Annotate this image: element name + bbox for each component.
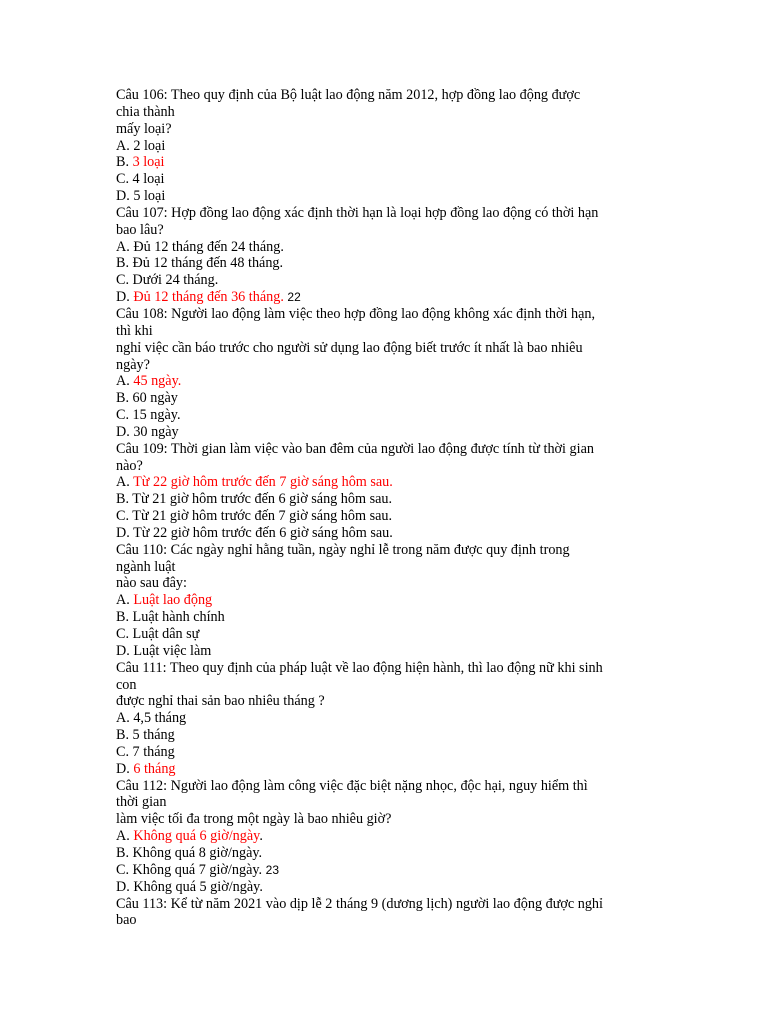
text-line <box>116 660 656 677</box>
text-line <box>116 491 656 508</box>
line-text: được nghỉ thai sản bao nhiêu tháng ? <box>116 693 325 710</box>
text-line <box>116 592 656 609</box>
line-text: Câu 113: Kể từ năm 2021 vào dịp lễ 2 tháng 9 (dương lịch) người lao động được nghỉ <box>116 895 603 912</box>
text-line <box>116 289 656 306</box>
line-text: C. 4 loại <box>116 171 165 188</box>
text-line <box>116 525 656 542</box>
text-line <box>116 761 656 778</box>
line-text: Câu 109: Thời gian làm việc vào ban đêm của người lao động được tính từ thời gian <box>116 440 594 457</box>
text-line <box>116 104 656 121</box>
line-text: Câu 106: Theo quy định của Bộ luật lao động năm 2012, hợp đồng lao động được <box>116 87 581 103</box>
line-text: A. Đủ 12 tháng đến 24 tháng. <box>116 238 284 255</box>
line-text: C. Từ 21 giờ hôm trước đến 7 giờ sáng hôm sau. <box>116 508 393 525</box>
text-line <box>116 626 656 643</box>
text-line <box>116 643 656 660</box>
correct-answer-text: Không quá 6 giờ/ngày <box>133 828 260 845</box>
text-line <box>116 912 656 929</box>
line-text: C. Dưới 24 tháng. <box>116 272 219 289</box>
text-line <box>116 340 656 357</box>
line-text: D. 5 loại <box>116 188 166 205</box>
text-line <box>116 121 656 138</box>
line-text: B. 60 ngày <box>116 390 178 407</box>
line-text: nào sau đây: <box>116 575 187 592</box>
text-line <box>116 609 656 626</box>
line-text: D. <box>116 760 134 777</box>
line-text: Câu 111: Theo quy định của pháp luật về lao động hiện hành, thì lao động nữ khi sinh <box>116 659 603 676</box>
correct-answer-text: Luật lao động <box>133 592 213 609</box>
line-text: D. Không quá 5 giờ/ngày. <box>116 878 263 895</box>
line-text: ngành luật <box>116 558 176 575</box>
line-text: nào? <box>116 457 143 474</box>
line-text: B. <box>116 154 133 171</box>
line-text: mấy loại? <box>116 120 172 137</box>
text-line <box>116 390 656 407</box>
line-text: A. <box>116 474 134 491</box>
text-line <box>116 508 656 525</box>
line-text: D. Từ 22 giờ hôm trước đến 6 giờ sáng hôm sau. <box>116 524 393 541</box>
line-text: A. <box>116 592 134 609</box>
line-text: Câu 112: Người lao động làm công việc đặc biệt nặng nhọc, độc hại, nguy hiểm thì <box>116 777 588 794</box>
line-text: con <box>116 676 137 693</box>
line-text: bao lâu? <box>116 221 164 238</box>
line-text: B. Đủ 12 tháng đến 48 tháng. <box>116 255 284 272</box>
text-line <box>116 828 656 845</box>
text-line <box>116 87 656 104</box>
text-line <box>116 239 656 256</box>
text-line <box>116 373 656 390</box>
line-text: thì khi <box>116 322 153 339</box>
text-line <box>116 542 656 559</box>
text-line <box>116 306 656 323</box>
text-line <box>116 862 656 879</box>
text-line <box>116 727 656 744</box>
text-line <box>116 205 656 222</box>
correct-answer-text: 45 ngày. <box>133 373 182 390</box>
text-line <box>116 188 656 205</box>
text-line <box>116 154 656 171</box>
page-number: 22 <box>287 290 301 305</box>
line-text: . <box>259 828 263 845</box>
text-line <box>116 222 656 239</box>
line-text: bao <box>116 912 137 929</box>
text-line <box>116 138 656 155</box>
text-line <box>116 778 656 795</box>
text-line <box>116 879 656 896</box>
line-text: Câu 110: Các ngày nghỉ hằng tuần, ngày nghỉ lễ trong năm được quy định trong <box>116 541 570 558</box>
document-page <box>116 87 656 929</box>
line-text: C. 7 tháng <box>116 743 175 760</box>
text-line <box>116 744 656 761</box>
page-number: 23 <box>265 862 279 877</box>
line-text: D. Luật việc làm <box>116 642 212 659</box>
text-line <box>116 474 656 491</box>
line-text: A. 4,5 tháng <box>116 710 187 727</box>
text-line <box>116 171 656 188</box>
line-text: A. <box>116 828 134 845</box>
line-text: B. Từ 21 giờ hôm trước đến 6 giờ sáng hôm sau. <box>116 491 393 508</box>
line-text: A. <box>116 373 134 390</box>
text-line <box>116 811 656 828</box>
text-line <box>116 323 656 340</box>
correct-answer-text: Từ 22 giờ hôm trước đến 7 giờ sáng hôm sau. <box>133 474 393 491</box>
line-text: C. 15 ngày. <box>116 407 181 424</box>
line-text: B. 5 tháng <box>116 727 175 744</box>
text-line <box>116 710 656 727</box>
line-text: làm việc tối đa trong một ngày là bao nhiêu giờ? <box>116 811 392 828</box>
text-line <box>116 255 656 272</box>
line-text: C. Không quá 7 giờ/ngày. <box>116 861 266 878</box>
text-line <box>116 575 656 592</box>
line-text: ngày? <box>116 356 150 373</box>
correct-answer-text: 3 loại <box>132 154 165 171</box>
text-line <box>116 677 656 694</box>
text-line <box>116 424 656 441</box>
line-text: Câu 108: Người lao động làm việc theo hợp đồng lao động không xác định thời hạn, <box>116 305 596 322</box>
line-text: D. 30 ngày <box>116 423 179 440</box>
line-text: A. 2 loại <box>116 137 166 154</box>
line-text: nghỉ việc cần báo trước cho người sử dụng lao động biết trước ít nhất là bao nhiêu <box>116 339 583 356</box>
line-text: B. Không quá 8 giờ/ngày. <box>116 844 263 861</box>
text-line <box>116 441 656 458</box>
line-text: D. <box>116 289 134 306</box>
text-line <box>116 845 656 862</box>
line-text: B. Luật hành chính <box>116 609 225 626</box>
text-line <box>116 693 656 710</box>
text-line <box>116 458 656 475</box>
text-line <box>116 407 656 424</box>
line-text: chia thành <box>116 103 175 120</box>
line-text: C. Luật dân sự <box>116 626 200 642</box>
line-text: Câu 107: Hợp đồng lao động xác định thời hạn là loại hợp đồng lao động có thời hạn <box>116 204 599 221</box>
text-line <box>116 794 656 811</box>
correct-answer-text: 6 tháng <box>133 760 176 777</box>
text-line <box>116 896 656 913</box>
text-line <box>116 357 656 374</box>
line-text: thời gian <box>116 794 167 811</box>
correct-answer-text: Đủ 12 tháng đến 36 tháng. <box>133 289 284 306</box>
text-line <box>116 559 656 576</box>
text-line <box>116 272 656 289</box>
